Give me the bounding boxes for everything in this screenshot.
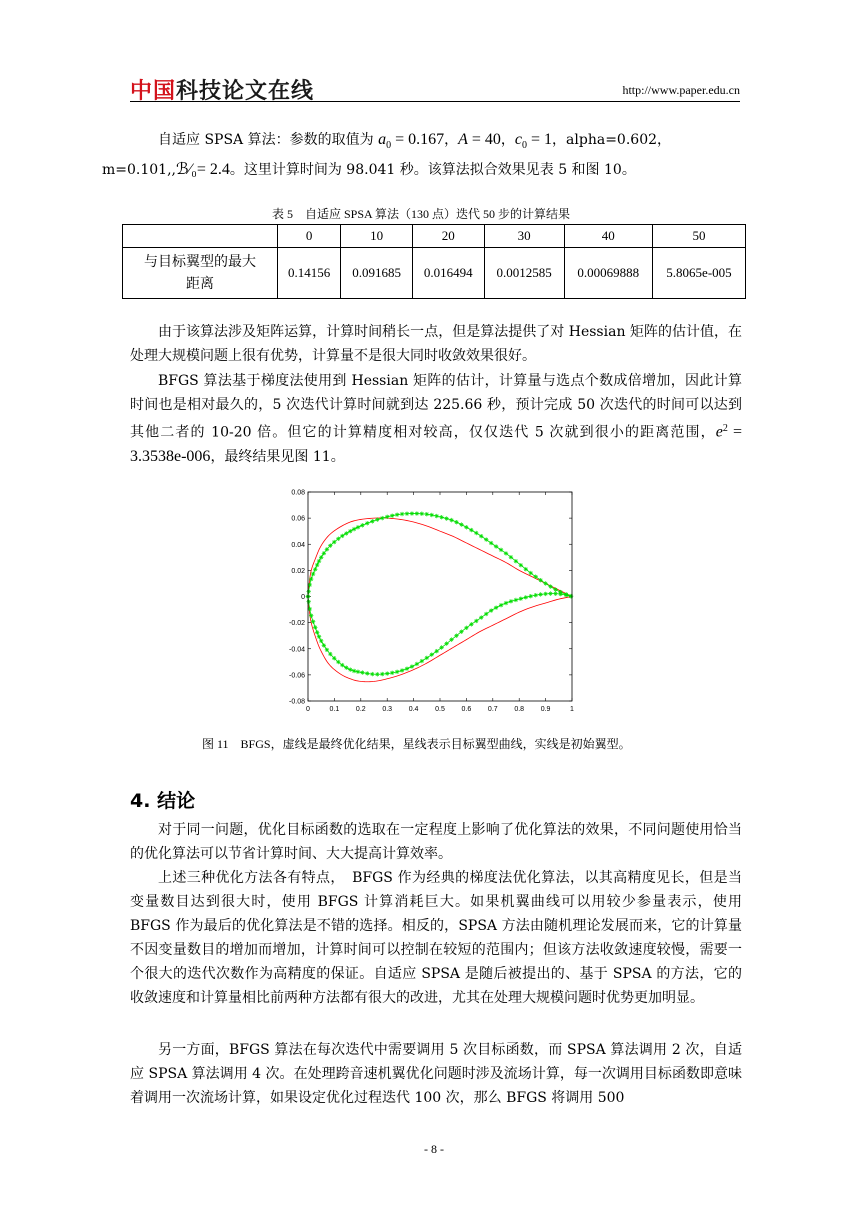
target-star-marker (356, 670, 360, 674)
page-number: - 8 - (424, 1142, 444, 1156)
math-e-sup: 2 (722, 423, 728, 434)
target-star-marker (464, 525, 468, 529)
target-star-marker (340, 534, 344, 538)
y-tick-label: -0.06 (289, 672, 305, 680)
target-star-marker (430, 513, 434, 517)
table-cell: 0.016494 (412, 248, 484, 299)
target-star-marker (474, 531, 478, 535)
target-star-marker (348, 529, 352, 533)
target-star-marker (464, 626, 468, 630)
table-header-cell: 20 (412, 225, 484, 248)
target-star-marker (494, 605, 498, 609)
target-star-marker (385, 671, 389, 675)
target-star-marker (405, 511, 409, 515)
target-star-marker (400, 512, 404, 516)
target-star-marker (410, 664, 414, 668)
target-star-marker (315, 563, 319, 567)
target-star-marker (410, 511, 414, 515)
target-star-marker (420, 512, 424, 516)
target-star-marker (435, 514, 439, 518)
math-a0: a (378, 131, 387, 148)
x-tick-label: 0.6 (461, 706, 472, 713)
target-star-marker (380, 672, 384, 676)
target-star-marker (558, 592, 562, 596)
target-star-marker (439, 515, 443, 519)
table-cell: 5.8065e-005 (652, 248, 745, 299)
target-star-marker (449, 637, 453, 641)
y-tick-label: 0.02 (291, 567, 305, 575)
y-tick-label: 0.08 (291, 489, 305, 497)
math-e-value: = 3.3538e-006 (130, 423, 742, 465)
target-star-marker (365, 671, 369, 675)
figure-caption: 图 11 BFGS，虚线是最终优化结果，星线表示目标翼型曲线，实线是初始翼型。 (202, 737, 631, 751)
header-divider (130, 101, 740, 102)
target-star-marker (380, 516, 384, 520)
target-star-marker (543, 592, 547, 596)
header-url[interactable]: http://www.paper.edu.cn (622, 83, 740, 97)
table-cell: 0.0012585 (484, 248, 564, 299)
row-label-line1: 与目标翼型的最大 (144, 254, 256, 270)
target-star-marker (444, 516, 448, 520)
target-star-marker (317, 559, 321, 563)
separator: ， (500, 132, 515, 148)
text: ，最终结果见图 11。 (210, 448, 345, 465)
y-tick-label: -0.02 (289, 620, 305, 628)
paragraph-bfgs (130, 369, 742, 469)
x-tick-label: 0.7 (487, 706, 498, 713)
target-star-marker (484, 537, 488, 541)
target-star-marker (494, 544, 498, 548)
target-star-marker (469, 622, 473, 626)
target-star-marker (370, 519, 374, 523)
target-star-marker (306, 589, 310, 593)
table-header-cell: 40 (564, 225, 652, 248)
target-star-marker (352, 669, 356, 673)
section-title: 结论 (157, 790, 196, 812)
target-star-marker (524, 595, 528, 599)
paragraph-conclusion-2: 上述三种优化方法各有特点， BFGS 作为经典的梯度法优化算法，以其高精度见长，但是当变量数目达到很大时，使用 BFGS 计算消耗巨大。如果机翼曲线可以用较少参量表示，使用 BFGS 作为最后的优化算法是不错的选择。相反的，SPSA 方法由随机理论发展而来，它的计算量不因变量数目的增加而增加，计算时间可以控制在较短的范围内；但该方法收敛速度较慢，需要一个很大的迭代次数作为高精度的保证。自适应 SPSA 是随后被提出的、基于 SPSA 的方法，它的收敛速度和计算量相比前两种方法都有很大的改进，尤其在处理大规模问题时优势更加明显。 (130, 870, 742, 1006)
target-star-marker (504, 601, 508, 605)
logo-red-text: 中国 (130, 79, 177, 104)
initial-airfoil-line (308, 518, 572, 597)
target-star-marker (459, 522, 463, 526)
target-star-marker (390, 671, 394, 675)
row-label-line2: 距离 (186, 276, 214, 292)
target-star-marker (425, 656, 429, 660)
math-c0: c (514, 131, 523, 148)
text: ，alpha=0.602， (552, 132, 672, 148)
target-star-marker (315, 630, 319, 634)
target-star-marker (444, 641, 448, 645)
target-star-marker (395, 512, 399, 516)
section-heading (130, 786, 195, 813)
target-star-marker (400, 668, 404, 672)
target-star-marker (332, 540, 336, 544)
airfoil-chart (280, 485, 585, 715)
text: m=0.101,, (102, 161, 176, 178)
x-tick-label: 0.9 (540, 706, 551, 713)
target-star-marker (543, 581, 547, 585)
separator: ， (444, 132, 459, 148)
table-header-cell: 10 (341, 225, 413, 248)
table-row (123, 248, 746, 299)
target-star-marker (564, 593, 568, 597)
target-star-marker (499, 603, 503, 607)
target-star-marker (459, 629, 463, 633)
target-star-marker (313, 625, 317, 629)
math-A: A (458, 131, 468, 148)
math-a0-sub: 0 (386, 139, 392, 151)
text: 。这里计算时间为 98.041 秒。该算法拟合效果见表 5 和图 10。 (229, 161, 636, 178)
x-tick-label: 0 (306, 706, 310, 713)
table-header-row (123, 225, 746, 248)
paragraph-adaptive-spsa-comment: 由于该算法涉及矩阵运算，计算时间稍长一点，但是算法提供了对 Hessian 矩阵的估计值，在处理大规模问题上很有优势，计算量不是很大同时收敛效果很好。 (130, 324, 742, 364)
target-star-marker (375, 672, 379, 676)
target-star-marker (390, 513, 394, 517)
target-star-marker (319, 639, 323, 643)
table-header-cell: 50 (652, 225, 745, 248)
table-cell: 0.091685 (341, 248, 413, 299)
target-star-marker (344, 665, 348, 669)
target-star-marker (415, 662, 419, 666)
y-tick-label: -0.08 (289, 698, 305, 706)
math-c0-sub: 0 (522, 139, 528, 151)
target-star-marker (365, 521, 369, 525)
target-star-marker (489, 541, 493, 545)
target-star-marker (469, 528, 473, 532)
target-star-marker (538, 592, 542, 596)
paragraph-conclusion-1: 对于同一问题，优化目标函数的选取在一定程度上影响了优化算法的效果，不同问题使用恰当的优化算法可以节省计算时间、大大提高计算效率。 (130, 822, 742, 862)
table-cell: 0.14156 (278, 248, 341, 299)
target-star-marker (553, 591, 557, 595)
target-star-marker (534, 593, 538, 597)
target-star-marker (479, 534, 483, 538)
x-tick-label: 0.3 (382, 706, 393, 713)
text: 自适应 SPSA 算法：参数的取值为 (158, 132, 379, 148)
target-star-marker (344, 531, 348, 535)
target-star-marker (352, 527, 356, 531)
x-tick-label: 0.2 (355, 706, 366, 713)
target-star-marker (449, 518, 453, 522)
section-number: 4. (130, 790, 151, 812)
target-star-marker (311, 572, 315, 576)
page-header (130, 70, 740, 104)
target-star-marker (405, 666, 409, 670)
target-star-marker (356, 525, 360, 529)
y-tick-label: 0 (301, 594, 305, 601)
y-tick-label: 0.06 (291, 515, 305, 523)
target-star-marker (395, 670, 399, 674)
target-star-marker (415, 511, 419, 515)
target-star-marker (514, 598, 518, 602)
table-header-cell (123, 225, 278, 248)
target-star-marker (519, 596, 523, 600)
target-star-marker (309, 613, 313, 617)
target-star-marker (509, 599, 513, 603)
target-star-marker (322, 643, 326, 647)
math-e: e (715, 423, 723, 441)
target-star-marker (538, 578, 542, 582)
x-tick-label: 1 (570, 706, 574, 713)
target-star-marker (319, 555, 323, 559)
target-star-marker (311, 619, 315, 623)
target-star-marker (313, 567, 317, 571)
math-c0-value: = 1 (527, 131, 553, 148)
target-star-marker (548, 591, 552, 595)
target-star-marker (306, 599, 310, 603)
table-row-label (123, 248, 278, 299)
target-star-marker (340, 663, 344, 667)
table-cell: 0.00069888 (564, 248, 652, 299)
target-star-marker (474, 619, 478, 623)
target-star-marker (420, 659, 424, 663)
results-table (122, 224, 746, 299)
target-star-marker (360, 523, 364, 527)
target-star-marker (328, 652, 332, 656)
table-caption: 表 5 自适应 SPSA 算法（130 点）迭代 50 步的计算结果 (272, 207, 571, 221)
target-star-marker (454, 520, 458, 524)
target-star-marker (435, 649, 439, 653)
math-a0-value: = 0.167 (391, 131, 445, 148)
table-header-cell: 30 (484, 225, 564, 248)
x-tick-label: 0.5 (435, 706, 445, 713)
target-star-marker (360, 670, 364, 674)
logo-dark-text: 科技论文在线 (176, 79, 315, 104)
x-tick-label: 0.8 (514, 706, 525, 713)
target-star-marker (489, 608, 493, 612)
math-A-value: = 40 (467, 131, 501, 148)
target-star-marker (370, 672, 374, 676)
paragraph-adaptive-spsa-params (102, 128, 742, 182)
target-star-marker (430, 652, 434, 656)
target-star-marker (317, 634, 321, 638)
target-star-marker (569, 594, 573, 598)
table-header-cell: 0 (278, 225, 341, 248)
target-star-marker (348, 667, 352, 671)
target-airfoil-line (308, 594, 572, 675)
text: BFGS 算法基于梯度法使用到 Hessian 矩阵的估计，计算量与选点个数成倍增加，因此计算时间也是相对最久的，5 次迭代计算时间就到达 225.66 秒，预计完成 50 次迭代的时间可以达到其他二者的 10-20 倍。但它的计算精度相对较高，仅仅迭代 5 次就到很小的距离范围， (130, 373, 742, 441)
math-beta: ℬ⁄₀= 2.4 (176, 160, 230, 178)
x-tick-label: 0.4 (408, 706, 419, 713)
target-star-marker (425, 512, 429, 516)
y-tick-label: 0.04 (291, 541, 305, 549)
y-tick-label: -0.04 (289, 646, 305, 654)
x-tick-label: 0.1 (329, 706, 340, 713)
target-star-marker (529, 594, 533, 598)
target-airfoil-line (308, 514, 572, 597)
paragraph-conclusion-3: 另一方面，BFGS 算法在每次迭代中需要调用 5 次目标函数，而 SPSA 算法调用 2 次，自适应 SPSA 算法调用 4 次。在处理跨音速机翼优化问题时涉及流场计算，每一次调用目标函数即意味着调用一次流场计算，如果设定优化过程迭代 100 次，那么 BFGS 将调用 500 (130, 1042, 742, 1106)
